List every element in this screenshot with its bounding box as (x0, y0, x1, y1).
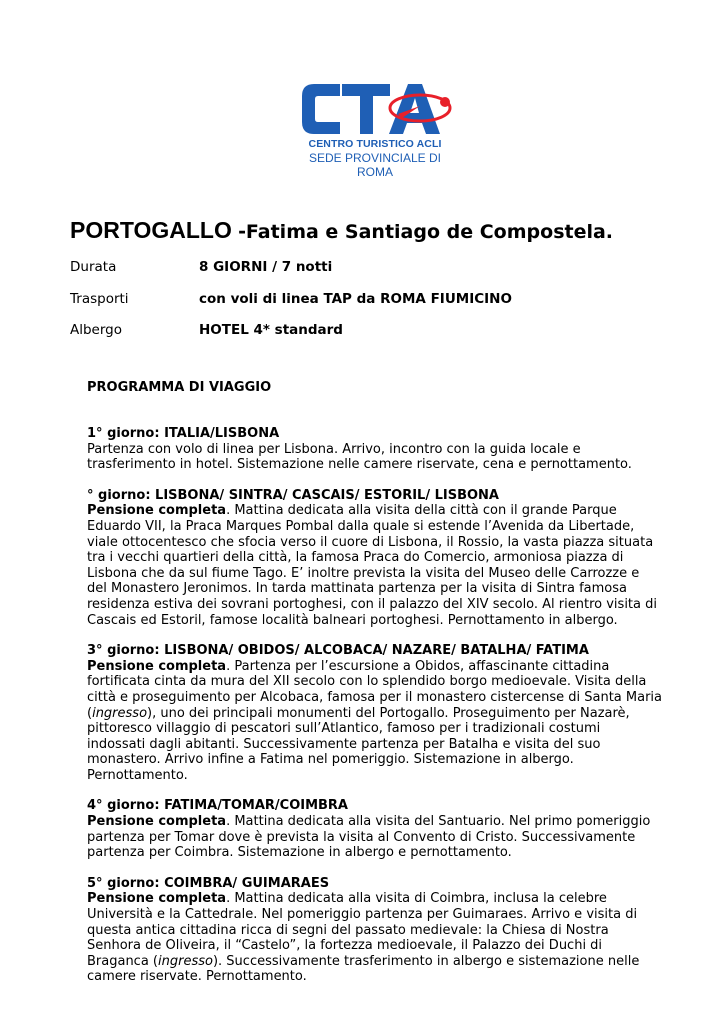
logo-subtitle: CENTRO TURISTICO ACLI (308, 138, 442, 150)
info-label: Durata (70, 259, 117, 275)
day-text-italic: ingresso (158, 953, 213, 969)
pensione-label: Pensione completa (87, 503, 227, 519)
title-rest: Fatima e Santiago de Compostela. (245, 221, 614, 243)
day-text (87, 891, 662, 985)
page-title (70, 217, 710, 244)
day-block (87, 798, 662, 860)
day-text (87, 442, 662, 473)
day-text-after: ), uno dei principali monumenti del Portogallo. Proseguimento per Nazarè, pittoresco villaggio di pescatori sull’Atlantico, famoso per i tradizionali costumi indossati dagli abitanti. Successivamente partenza per Batalha e visita del suo monastero. Arrivo infine a Fatima nel pomeriggio. Sistemazione in albergo. Pernottamento. (87, 705, 630, 783)
info-value: HOTEL 4* standard (199, 322, 343, 338)
day-text-italic: ingresso (92, 705, 148, 721)
title-main: PORTOGALLO - (70, 217, 246, 243)
pensione-label: Pensione completa (87, 814, 227, 830)
info-label: Trasporti (70, 291, 129, 307)
day-heading: 5° giorno: COIMBRA/ GUIMARAES (87, 875, 330, 891)
logo-subtitle-2: SEDE PROVINCIALE DI ROMA (308, 151, 442, 179)
info-value: 8 GIORNI / 7 notti (199, 259, 333, 275)
info-label: Albergo (70, 322, 123, 338)
section-heading: PROGRAMMA DI VIAGGIO (87, 380, 272, 395)
day-text (87, 503, 662, 628)
day-heading: ° giorno: LISBONA/ SINTRA/ CASCAIS/ ESTORIL/ LISBONA (87, 487, 499, 503)
day-heading: 4° giorno: FATIMA/TOMAR/COIMBRA (87, 798, 348, 814)
day-text-after: ). Successivamente trasferimento in albergo e sistemazione nelle camere riservate. Pernottamento. (87, 953, 640, 985)
pensione-label: Pensione completa (87, 891, 227, 907)
day-block (87, 488, 662, 628)
day-block (87, 426, 662, 473)
info-value: con voli di linea TAP da ROMA FIUMICINO (199, 291, 512, 307)
day-text-body: . Partenza per l’escursione a Obidos, affascinante cittadina fortificata cinta da mura del XII secolo con lo splendido borgo medioevale. Visita della città e proseguimento per Alcobaca, famosa per il monastero cistercense di Santa Maria ( (87, 658, 663, 721)
day-text (87, 814, 662, 861)
day-block (87, 643, 662, 783)
cta-logo (290, 80, 460, 179)
cta-logo-mark (290, 80, 460, 140)
day-heading: 1° giorno: ITALIA/LISBONA (87, 426, 280, 441)
day-text-body: . Mattina dedicata alla visita di Coimbra, inclusa la celebre Università e la Cattedrale. Nel pomeriggio partenza per Guimaraes. Arrivo e visita di questa antica cittadina ricca di segni del passato medievale: la Chiesa di Nostra Senhora de Oliveira, il “Castelo”, la fortezza medioevale, il Palazzo dei Duchi di Braganca ( (87, 891, 638, 969)
day-text (87, 659, 662, 784)
day-text-body: Partenza con volo di linea per Lisbona. Arrivo, incontro con la guida locale e trasferimento in hotel. Sistemazione nelle camere riservate, cena e pernottamento. (87, 441, 632, 473)
day-text-body: . Mattina dedicata alla visita del Santuario. Nel primo pomeriggio partenza per Tomar dove è prevista la visita al Convento di Cristo. Successivamente partenza per Coimbra. Sistemazione in albergo e pernottamento. (87, 814, 651, 861)
pensione-label: Pensione completa (87, 658, 227, 674)
day-heading: 3° giorno: LISBONA/ OBIDOS/ ALCOBACA/ NAZARE/ BATALHA/ FATIMA (87, 643, 589, 659)
day-text-body: . Mattina dedicata alla visita della città con il grande Parque Eduardo VII, la Praca Marques Pombal dalla quale si estende l’Avenida da Libertade, viale ottocentesco che sfocia verso il cuore di Lisbona, il Rossio, la vasta piazza situata tra i vecchi quartieri della città, la famosa Praca do Comercio, armoniosa piazza di Lisbona che da sul fiume Tago. E’ inoltre prevista la visita del Museo delle Carrozze e del Monastero Jeronimos. In tarda mattinata partenza per la visita di Sintra famosa residenza estiva dei sovrani portoghesi, con il palazzo del XIV secolo. Al rientro visita di Cascais ed Estoril, famose località balneari portoghesi. Pernottamento in albergo. (87, 503, 657, 628)
day-block (87, 876, 662, 985)
itinerary (87, 426, 662, 1000)
